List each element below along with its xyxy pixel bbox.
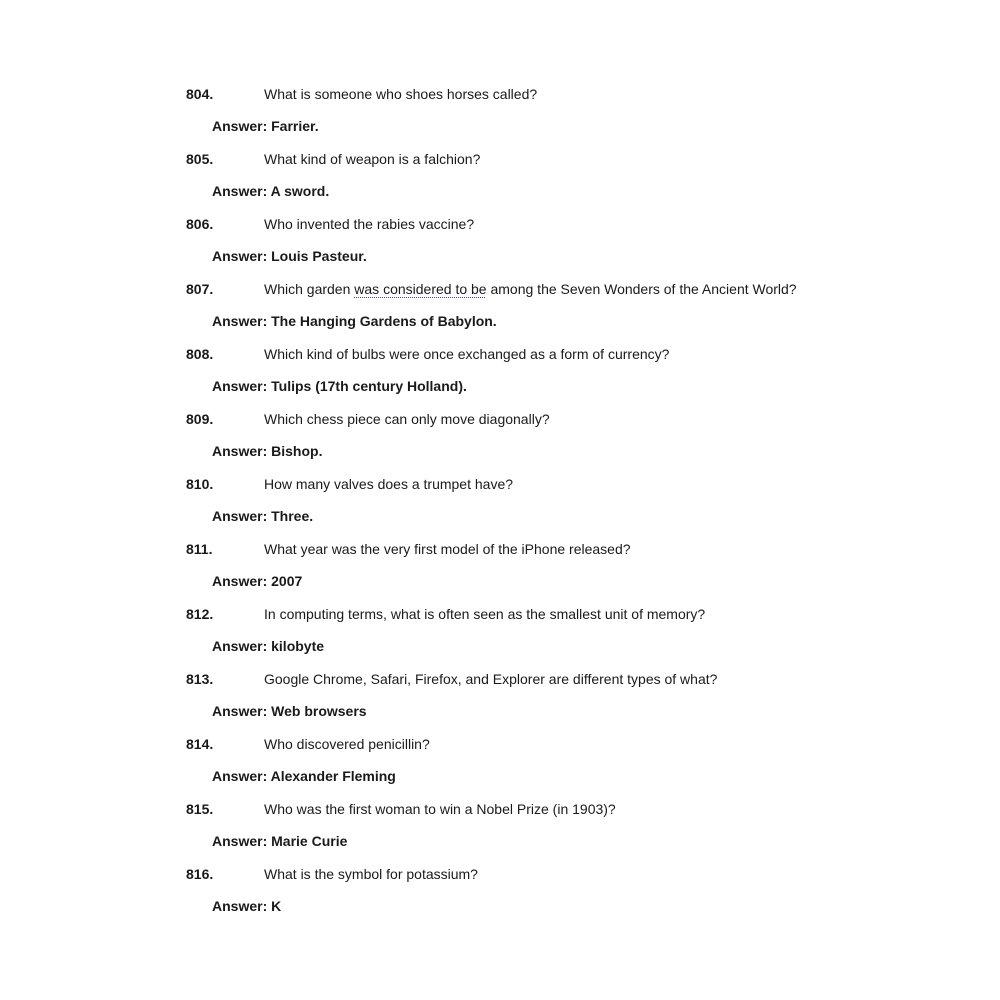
question-text: Who was the first woman to win a Nobel Prize (in 1903)? xyxy=(264,801,616,817)
qa-item-812 xyxy=(0,605,1000,670)
question-number: 807. xyxy=(186,281,214,297)
qa-item-810 xyxy=(0,475,1000,540)
question-number: 805. xyxy=(186,151,214,167)
question-text: Which kind of bulbs were once exchanged as a form of currency? xyxy=(264,346,670,362)
answer-text: Answer: Web browsers xyxy=(212,703,367,719)
question-number: 804. xyxy=(186,86,214,102)
qa-item-805 xyxy=(0,150,1000,215)
answer-text: Answer: 2007 xyxy=(212,573,303,589)
qa-item-816 xyxy=(0,865,1000,930)
question-number: 808. xyxy=(186,346,214,362)
question-text: Who invented the rabies vaccine? xyxy=(264,216,475,232)
answer-text: Answer: Marie Curie xyxy=(212,833,348,849)
answer-text: Answer: kilobyte xyxy=(212,638,325,654)
question-number: 806. xyxy=(186,216,214,232)
answer-text: Answer: Tulips (17th century Holland). xyxy=(212,378,467,394)
qa-item-804 xyxy=(0,85,1000,150)
question-number: 815. xyxy=(186,801,214,817)
qa-item-814 xyxy=(0,735,1000,800)
answer-text: Answer: Bishop. xyxy=(212,443,323,459)
answer-text: Answer: Louis Pasteur. xyxy=(212,248,367,264)
question-number: 813. xyxy=(186,671,214,687)
qa-item-806 xyxy=(0,215,1000,280)
question-number: 812. xyxy=(186,606,214,622)
qa-item-808 xyxy=(0,345,1000,410)
question-text: What kind of weapon is a falchion? xyxy=(264,151,481,167)
question-text: What year was the very first model of the iPhone released? xyxy=(264,541,631,557)
question-text: Google Chrome, Safari, Firefox, and Explorer are different types of what? xyxy=(264,671,718,687)
qa-item-813 xyxy=(0,670,1000,735)
question-text: In computing terms, what is often seen as the smallest unit of memory? xyxy=(264,606,706,622)
answer-text: Answer: The Hanging Gardens of Babylon. xyxy=(212,313,497,329)
question-number: 816. xyxy=(186,866,214,882)
grammar-flagged-phrase[interactable]: was considered to be xyxy=(354,281,487,297)
question-text-post: among the Seven Wonders of the Ancient World? xyxy=(486,281,797,297)
answer-text: Answer: Three. xyxy=(212,508,314,524)
qa-item-815 xyxy=(0,800,1000,865)
question-text xyxy=(264,280,797,298)
question-text: What is the symbol for potassium? xyxy=(264,866,478,882)
question-text: How many valves does a trumpet have? xyxy=(264,476,514,492)
answer-text: Answer: Farrier. xyxy=(212,118,319,134)
question-number: 810. xyxy=(186,476,214,492)
question-number: 814. xyxy=(186,736,214,752)
question-number: 809. xyxy=(186,411,214,427)
qa-item-811 xyxy=(0,540,1000,605)
qa-item-807 xyxy=(0,280,1000,345)
answer-text: Answer: A sword. xyxy=(212,183,330,199)
qa-item-809 xyxy=(0,410,1000,475)
question-text-pre: Which garden xyxy=(264,281,355,297)
question-number: 811. xyxy=(186,541,213,557)
answer-text: Answer: Alexander Fleming xyxy=(212,768,396,784)
question-text: What is someone who shoes horses called? xyxy=(264,86,538,102)
question-text: Which chess piece can only move diagonally? xyxy=(264,411,550,427)
document-page xyxy=(0,85,1000,930)
answer-text: Answer: K xyxy=(212,898,282,914)
question-text: Who discovered penicillin? xyxy=(264,736,430,752)
